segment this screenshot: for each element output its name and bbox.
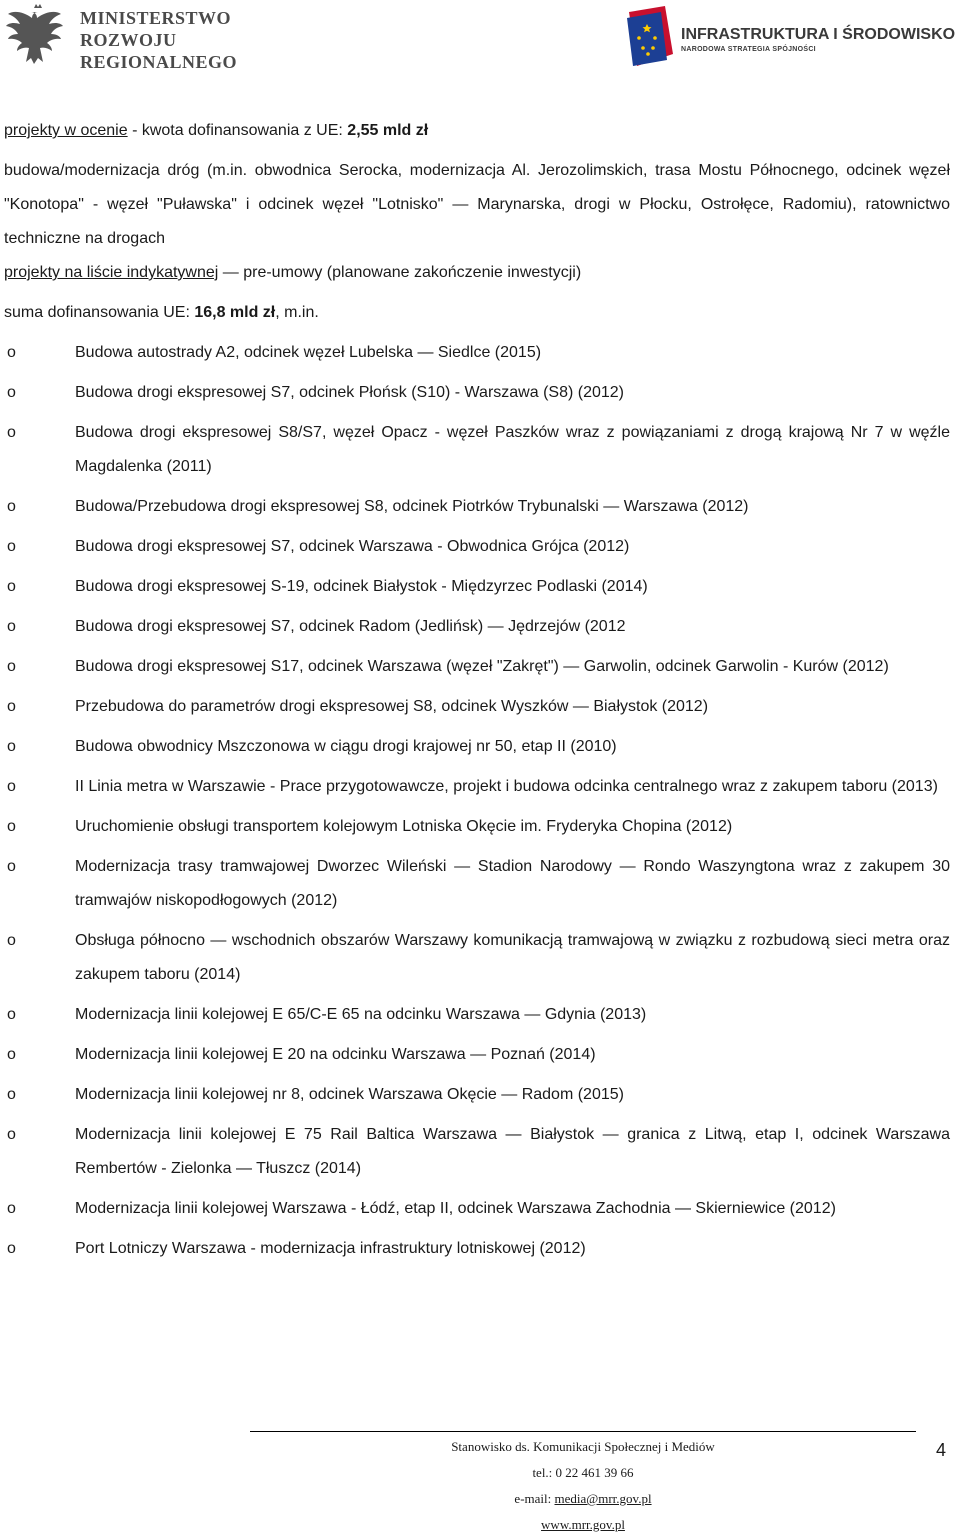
projects-under-review-link[interactable]: projekty w ocenie [4, 122, 128, 139]
project-text: Budowa/Przebudowa drogi ekspresowej S8, odcinek Piotrków Trybunalski — Warszawa (2012) [75, 498, 749, 515]
list-bullet: o [7, 344, 16, 361]
list-bullet: o [7, 1126, 16, 1143]
ministry-name-line-1: MINISTERSTWO [80, 8, 232, 28]
road-projects-paragraph: budowa/modernizacja dróg (m.in. obwodnica Serocka, modernizacja Al. Jerozolimskich, trasa Mostu Północnego, odcinek węzeł "Konotopa" - węzeł "Puławska" i odcinek węzeł "Lotnisko" — Marynarska, drogi w Płocku, Ostrołęce, Radomiu), ratownictwo techniczne na drogach [4, 162, 950, 247]
page-footer [250, 1434, 916, 1538]
list-item [4, 1192, 950, 1226]
project-text: Uruchomienie obsługi transportem kolejowym Lotniska Okęcie im. Fryderyka Chopina (2012) [75, 818, 733, 835]
list-bullet: o [7, 538, 16, 555]
project-text: Budowa autostrady A2, odcinek węzeł Lubelska — Siedlce (2015) [75, 344, 542, 361]
project-text: Modernizacja linii kolejowej Warszawa - Łódź, etap II, odcinek Warszawa Zachodnia — Skierniewice (2012) [75, 1200, 836, 1217]
eu-funding-sum-amount: 16,8 mld zł [194, 304, 276, 321]
list-item [4, 336, 950, 370]
project-text: Modernizacja linii kolejowej E 20 na odcinku Warszawa — Poznań (2014) [75, 1046, 596, 1063]
footer-email-line [250, 1486, 916, 1512]
indicative-list-text: — pre-umowy (planowane zakończenie inwestycji) [218, 264, 582, 281]
list-bullet: o [7, 1200, 16, 1217]
list-bullet: o [7, 384, 16, 401]
list-bullet: o [7, 932, 16, 949]
footer-website-link[interactable]: www.mrr.gov.pl [541, 1517, 625, 1532]
list-bullet: o [7, 1046, 16, 1063]
eagle-emblem-icon [4, 4, 72, 76]
list-item [4, 490, 950, 524]
ministry-name-line-3: REGIONALNEGO [80, 52, 238, 72]
list-item [4, 650, 950, 684]
list-item [4, 610, 950, 644]
list-item [4, 730, 950, 764]
footer-office: Stanowisko ds. Komunikacji Społecznej i Mediów [451, 1439, 715, 1454]
project-text: Modernizacja trasy tramwajowej Dworzec Wileński — Stadion Narodowy — Rondo Waszyngtona wraz z zakupem 30 tramwajów niskopodłogowych (2012) [75, 858, 950, 909]
list-bullet: o [7, 738, 16, 755]
list-bullet: o [7, 498, 16, 515]
list-item [4, 924, 950, 992]
footer-phone: tel.: 0 22 461 39 66 [532, 1465, 634, 1480]
project-text: Budowa drogi ekspresowej S7, odcinek Radom (Jedlińsk) — Jędrzejów (2012 [75, 618, 626, 635]
project-list [4, 336, 950, 1266]
project-text: Budowa drogi ekspresowej S7, odcinek Płońsk (S10) - Warszawa (S8) (2012) [75, 384, 624, 401]
project-text: Budowa obwodnicy Mszczonowa w ciągu drogi krajowej nr 50, etap II (2010) [75, 738, 617, 755]
programme-title: INFRASTRUKTURA I ŚRODOWISKO [681, 26, 956, 43]
list-item [4, 1118, 950, 1186]
list-item [4, 998, 950, 1032]
list-item [4, 1232, 950, 1266]
ministry-logo [0, 0, 240, 80]
footer-email-label: e-mail: [514, 1491, 555, 1506]
eu-funding-sum-tail: , m.in. [275, 304, 319, 321]
project-text: Modernizacja linii kolejowej nr 8, odcinek Warszawa Okęcie — Radom (2015) [75, 1086, 624, 1103]
infrastructure-programme-logo [625, 0, 960, 80]
project-text: Budowa drogi ekspresowej S17, odcinek Warszawa (węzeł "Zakręt") — Garwolin, odcinek Garwolin - Kurów (2012) [75, 658, 889, 675]
footer-divider [250, 1431, 916, 1432]
project-text: Budowa drogi ekspresowej S7, odcinek Warszawa - Obwodnica Grójca (2012) [75, 538, 630, 555]
eu-star-flag-icon [625, 4, 677, 68]
list-bullet: o [7, 858, 16, 875]
list-item [4, 530, 950, 564]
funding-under-review-amount: 2,55 mld zł [347, 122, 429, 139]
page-number: 4 [936, 1440, 947, 1460]
eu-funding-sum-line [4, 296, 950, 330]
project-text: Obsługa północno — wschodnich obszarów Warszawy komunikacją tramwajową w związku z rozbudową sieci metra oraz zakupem taboru (2014) [75, 932, 950, 983]
list-bullet: o [7, 618, 16, 635]
list-item [4, 376, 950, 410]
list-item [4, 850, 950, 918]
list-item [4, 570, 950, 604]
list-bullet: o [7, 1240, 16, 1257]
list-bullet: o [7, 818, 16, 835]
list-item [4, 1038, 950, 1072]
footer-email-link[interactable]: media@mrr.gov.pl [554, 1491, 652, 1506]
list-item [4, 770, 950, 804]
funding-under-review-line [4, 114, 950, 148]
project-text: Przebudowa do parametrów drogi ekspresowej S8, odcinek Wyszków — Białystok (2012) [75, 698, 709, 715]
list-bullet: o [7, 424, 16, 441]
eu-funding-sum-label: suma dofinansowania UE: [4, 304, 195, 321]
indicative-list-link[interactable]: projekty na liście indykatywnej [4, 264, 219, 281]
project-text: Port Lotniczy Warszawa - modernizacja infrastruktury lotniskowej (2012) [75, 1240, 586, 1257]
list-bullet: o [7, 578, 16, 595]
page-header [0, 0, 960, 82]
project-text: Modernizacja linii kolejowej E 65/C-E 65 na odcinku Warszawa — Gdynia (2013) [75, 1006, 647, 1023]
funding-under-review-text: - kwota dofinansowania z UE: [127, 122, 348, 139]
indicative-list-line [4, 256, 950, 290]
list-item [4, 690, 950, 724]
list-bullet: o [7, 1086, 16, 1103]
document-body [4, 114, 950, 1272]
project-text: Budowa drogi ekspresowej S8/S7, węzeł Opacz - węzeł Paszków wraz z powiązaniami z drogą krajową Nr 7 w węźle Magdalenka (2011) [75, 424, 950, 475]
list-bullet: o [7, 1006, 16, 1023]
list-item [4, 416, 950, 484]
project-text: Budowa drogi ekspresowej S-19, odcinek Białystok - Międzyrzec Podlaski (2014) [75, 578, 648, 595]
programme-subtitle: NARODOWA STRATEGIA SPÓJNOŚCI [681, 46, 816, 53]
list-item [4, 810, 950, 844]
list-bullet: o [7, 658, 16, 675]
list-item [4, 1078, 950, 1112]
list-bullet: o [7, 698, 16, 715]
project-text: II Linia metra w Warszawie - Prace przygotowawcze, projekt i budowa odcinka centralnego wraz z zakupem taboru (2013) [75, 778, 938, 795]
project-text: Modernizacja linii kolejowej E 75 Rail Baltica Warszawa — Białystok — granica z Litwą, etap I, odcinek Warszawa Rembertów - Zielonka — Tłuszcz (2014) [75, 1126, 950, 1177]
list-bullet: o [7, 778, 16, 795]
ministry-name-line-2: ROZWOJU [80, 30, 177, 50]
